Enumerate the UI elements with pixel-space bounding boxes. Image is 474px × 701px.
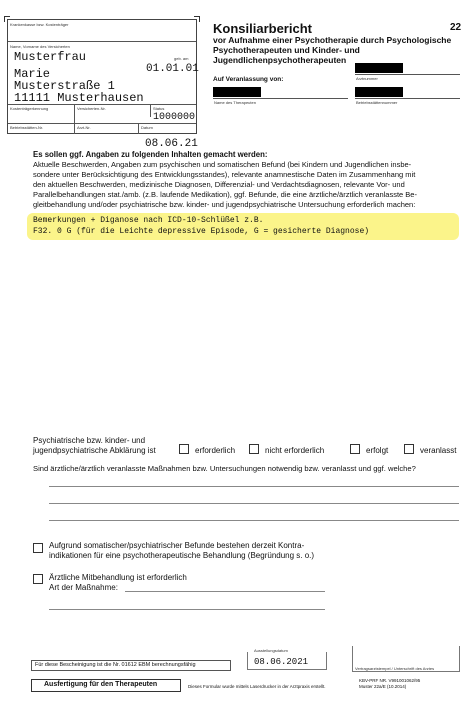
opt-erfolgt: erfolgt xyxy=(366,446,389,455)
title-line-3: Jugendlichenpsychotherapeuten xyxy=(213,55,347,65)
status-label: Status xyxy=(153,106,165,111)
checkbox-mitbehandlung[interactable] xyxy=(33,574,43,584)
opt-nicht-erforderlich: nicht erforderlich xyxy=(265,446,325,455)
opt-erforderlich: erforderlich xyxy=(195,446,236,455)
formular-note: Dieses Formular wurde mittels Laserdrucker in der Arztpraxis erstellt. xyxy=(188,684,326,689)
checkbox-nicht-erforderlich[interactable] xyxy=(249,444,259,454)
answer-line-1[interactable] xyxy=(49,486,459,487)
redacted-therapeut xyxy=(213,87,261,97)
contra-line-1: Aufgrund somatischer/psychiatrischer Befunde bestehen derzeit Kontra- xyxy=(49,541,305,550)
checkbox-erforderlich[interactable] xyxy=(179,444,189,454)
versicherten-label: Versicherten-Nr. xyxy=(77,106,106,111)
arztnummer-label: Arztnummer xyxy=(356,76,378,81)
patient-birthdate: 01.01.01 xyxy=(146,63,199,75)
ausstellung-label: Ausstellungsdatum xyxy=(254,648,288,653)
instructions-line-1: Aktuelle Beschwerden, Angaben zum psychischen und somatischen Befund (bei Kindern und Jugendlichen insbe- xyxy=(33,160,412,169)
kbv-number: KBV-PRF NR. V991001062/95 xyxy=(359,678,421,683)
massnahme-line-1[interactable] xyxy=(125,591,325,592)
datum-value: 08.06.21 xyxy=(145,138,198,150)
stempel-label: Vertragsarztstempel / Unterschrift des Arztes xyxy=(355,666,435,671)
psych-label-1: Psychiatrische bzw. kinder- und xyxy=(33,436,146,445)
corner-mark-tr xyxy=(194,16,200,22)
massnahmen-question: Sind ärztliche/ärztlich veranlasste Maßnahmen bzw. Untersuchungen notwendig bzw. veranlasst und ggf. welche? xyxy=(33,464,416,473)
answer-line-2[interactable] xyxy=(49,503,459,504)
contra-line-2: indikationen für eine psychotherapeutische Behandlung (Begründung s. o.) xyxy=(49,551,315,560)
checkbox-erfolgt[interactable] xyxy=(350,444,360,454)
instructions-line-2: sondere unter Berücksichtigung des Entwicklungsstandes), relevante anamnestische Daten im Zusammenhang mit xyxy=(33,170,416,179)
answer-line-3[interactable] xyxy=(49,520,459,521)
patient-header-box xyxy=(7,19,199,150)
remarks-line-1: Bemerkungen + Diganose nach ICD-10-Schlüßel z.B. xyxy=(33,216,264,225)
opt-veranlasst: veranlasst xyxy=(420,446,457,455)
instructions-line-4: Parallelbehandlungen stat./amb. (z.B. laufende Medikation), ggf. Befunde, die eine ärztliche/ärztlich veranlasste Be- xyxy=(33,190,417,199)
muster-label: Muster 22a/E (10.2014) xyxy=(359,684,407,689)
patient-firstname: Marie xyxy=(14,67,51,81)
mitbehandlung-line-2: Art der Maßnahme: xyxy=(49,583,118,592)
checkbox-veranlasst[interactable] xyxy=(404,444,414,454)
patient-surname: Musterfrau xyxy=(14,50,87,64)
instructions-line-3: den aktuellen Beschwerden, medizinische Diagnosen, Differenzial- und Verdachtsdiagnosen, relevante Vor- und xyxy=(33,180,405,189)
psych-label-2: jugendpsychiatrische Abklärung ist xyxy=(33,446,156,455)
betriebsstaetten-label-2: Betriebsstättennummer xyxy=(356,100,398,105)
status-value: 1000000 xyxy=(153,112,196,123)
remarks-line-2: F32. 0 G (für die Leichte depressive Episode, G = gesicherte Diagnose) xyxy=(33,227,370,236)
massnahme-line-2[interactable] xyxy=(49,609,325,610)
instructions-heading: Es sollen ggf. Angaben zu folgenden Inhalten gemacht werden: xyxy=(33,150,268,159)
corner-mark-tl xyxy=(4,16,10,22)
name-label: Name, Vorname des Versicherten xyxy=(10,44,70,49)
patient-city: 11111 Musterhausen xyxy=(14,91,144,105)
form-number: 22 xyxy=(450,22,462,33)
title-line-1: vor Aufnahme einer Psychotherapie durch Psychologische xyxy=(213,35,452,45)
arzt-nr-label: Arzt-Nr. xyxy=(77,125,91,130)
redacted-arztnummer xyxy=(355,63,403,73)
veranlassung-label: Auf Veranlassung von: xyxy=(213,76,284,83)
kasse-label: Krankenkasse bzw. Kostenträger xyxy=(10,22,69,27)
ausstellung-value: 08.06.2021 xyxy=(254,657,309,667)
patient-street: Musterstraße 1 xyxy=(14,79,115,93)
therapeut-label: Name des Therapeuten xyxy=(214,100,256,105)
checkbox-kontraindikation[interactable] xyxy=(33,543,43,553)
redacted-betriebsstaette xyxy=(355,87,403,97)
geb-label: geb. am xyxy=(174,56,189,61)
instructions-line-5: gleitbehandlung und/oder psychiatrische bzw. kinder- und jugendpsychiatrische Untersuchung erforderlich machen: xyxy=(33,200,416,209)
mitbehandlung-line-1: Ärztliche Mitbehandlung ist erforderlich xyxy=(49,573,187,582)
form-title: Konsiliarbericht xyxy=(213,21,312,36)
title-line-2: Psychotherapeuten und Kinder- und xyxy=(213,45,360,55)
kostentraeger-label: Kostenträgerkennung xyxy=(10,106,49,111)
datum-label: Datum xyxy=(141,125,153,130)
betriebsstaetten-label: Betriebsstätten-Nr. xyxy=(10,125,44,130)
ebm-text: Für diese Bescheinigung ist die Nr. 01612 EBM berechnungsfähig xyxy=(35,662,196,668)
ausfertigung-text: Ausfertigung für den Therapeuten xyxy=(44,681,158,688)
